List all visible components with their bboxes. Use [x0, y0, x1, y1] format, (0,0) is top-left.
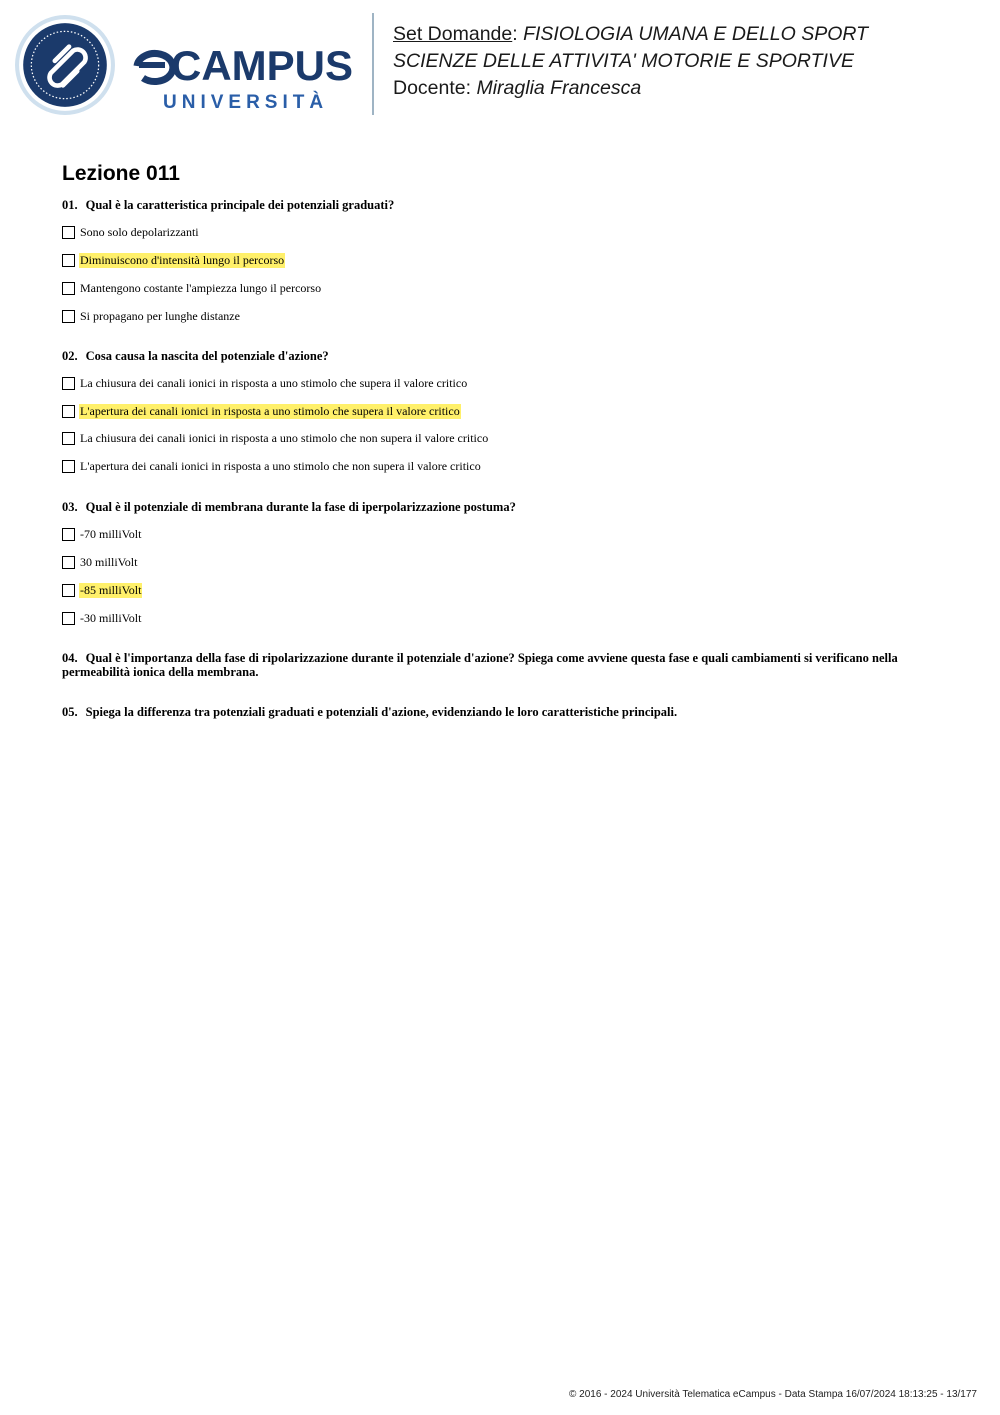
- checkbox[interactable]: [62, 310, 75, 323]
- question-text: Spiega la differenza tra potenziali graduati e potenziali d'azione, evidenziando le loro caratteristiche principali.: [85, 705, 678, 719]
- checkbox[interactable]: [62, 405, 75, 418]
- question-05: [62, 705, 942, 719]
- question-03: [62, 500, 942, 514]
- option-text: Mantengono costante l'ampiezza lungo il percorso: [80, 280, 322, 295]
- question-text: Qual è la caratteristica principale dei potenziali graduati?: [85, 198, 395, 212]
- ecampus-wordmark-logo: [133, 40, 357, 112]
- option-02-a[interactable]: [62, 375, 468, 391]
- program-line: [393, 48, 868, 75]
- teacher-line: [393, 75, 868, 102]
- checkbox[interactable]: [62, 584, 75, 597]
- option-02-d[interactable]: [62, 458, 482, 474]
- checkbox[interactable]: [62, 282, 75, 295]
- checkbox[interactable]: [62, 226, 75, 239]
- option-02-c[interactable]: [62, 430, 489, 446]
- checkbox[interactable]: [62, 377, 75, 390]
- option-03-d[interactable]: [62, 610, 142, 626]
- page-footer: © 2016 - 2024 Università Telematica eCampus - Data Stampa 16/07/2024 18:13:25 - 13/177: [569, 1389, 977, 1400]
- question-number: 02.: [62, 349, 78, 363]
- option-text-highlighted: Diminuiscono d'intensità lungo il percorso: [80, 252, 285, 267]
- page-header: [0, 0, 1000, 130]
- checkbox[interactable]: [62, 528, 75, 541]
- checkbox[interactable]: [62, 460, 75, 473]
- question-text: Cosa causa la nascita del potenziale d'azione?: [85, 349, 329, 363]
- option-03-b[interactable]: [62, 554, 138, 570]
- teacher-name: Miraglia Francesca: [476, 77, 642, 99]
- option-text: 30 milliVolt: [80, 554, 138, 569]
- question-number: 04.: [62, 651, 78, 665]
- course-info: [393, 21, 868, 102]
- option-03-c[interactable]: [62, 582, 142, 598]
- checkbox[interactable]: [62, 556, 75, 569]
- question-number: 05.: [62, 705, 78, 719]
- set-label: Set Domande: [393, 23, 513, 45]
- option-01-b[interactable]: [62, 252, 285, 268]
- option-text: L'apertura dei canali ionici in risposta a uno stimolo che non supera il valore critico: [80, 458, 481, 473]
- question-04: [62, 651, 942, 679]
- checkbox[interactable]: [62, 254, 75, 267]
- option-01-a[interactable]: [62, 224, 200, 240]
- option-text-highlighted: L'apertura dei canali ionici in risposta a uno stimolo che supera il valore critico: [80, 403, 460, 418]
- option-text: La chiusura dei canali ionici in risposta a uno stimolo che non supera il valore critico: [80, 430, 489, 445]
- set-line: [393, 21, 868, 48]
- program-name: SCIENZE DELLE ATTIVITA' MOTORIE E SPORTIVE: [393, 50, 854, 72]
- option-01-d[interactable]: [62, 308, 241, 324]
- teacher-label: Docente:: [393, 77, 472, 99]
- set-sep: :: [512, 23, 518, 45]
- question-text: Qual è il potenziale di membrana durante la fase di iperpolarizzazione postuma?: [85, 500, 516, 514]
- option-text: -70 milliVolt: [80, 526, 142, 541]
- option-text: La chiusura dei canali ionici in risposta a uno stimolo che supera il valore critico: [80, 375, 468, 390]
- logo-word-text: CAMPUS: [171, 42, 354, 89]
- logo-sub-text: UNIVERSITÀ: [163, 92, 329, 112]
- checkbox[interactable]: [62, 612, 75, 625]
- question-number: 03.: [62, 500, 78, 514]
- checkbox[interactable]: [62, 432, 75, 445]
- header-divider: [372, 13, 374, 115]
- option-text: Si propagano per lunghe distanze: [80, 308, 240, 323]
- option-01-c[interactable]: [62, 280, 322, 296]
- question-number: 01.: [62, 198, 78, 212]
- question-02: [62, 349, 942, 363]
- course-name: FISIOLOGIA UMANA E DELLO SPORT: [523, 23, 869, 45]
- option-text: -30 milliVolt: [80, 610, 142, 625]
- option-text-highlighted: -85 milliVolt: [80, 582, 142, 597]
- lesson-title: Lezione 011: [62, 162, 180, 185]
- ecampus-seal-logo: [14, 14, 116, 116]
- option-02-b[interactable]: [62, 403, 461, 419]
- question-text: Qual è l'importanza della fase di ripolarizzazione durante il potenziale d'azione? Spiega come avviene questa fase e quali cambiamenti si verificano nella permeabilità ionica della membrana.: [62, 651, 898, 679]
- option-03-a[interactable]: [62, 526, 142, 542]
- option-text: Sono solo depolarizzanti: [80, 224, 199, 239]
- question-01: [62, 198, 942, 212]
